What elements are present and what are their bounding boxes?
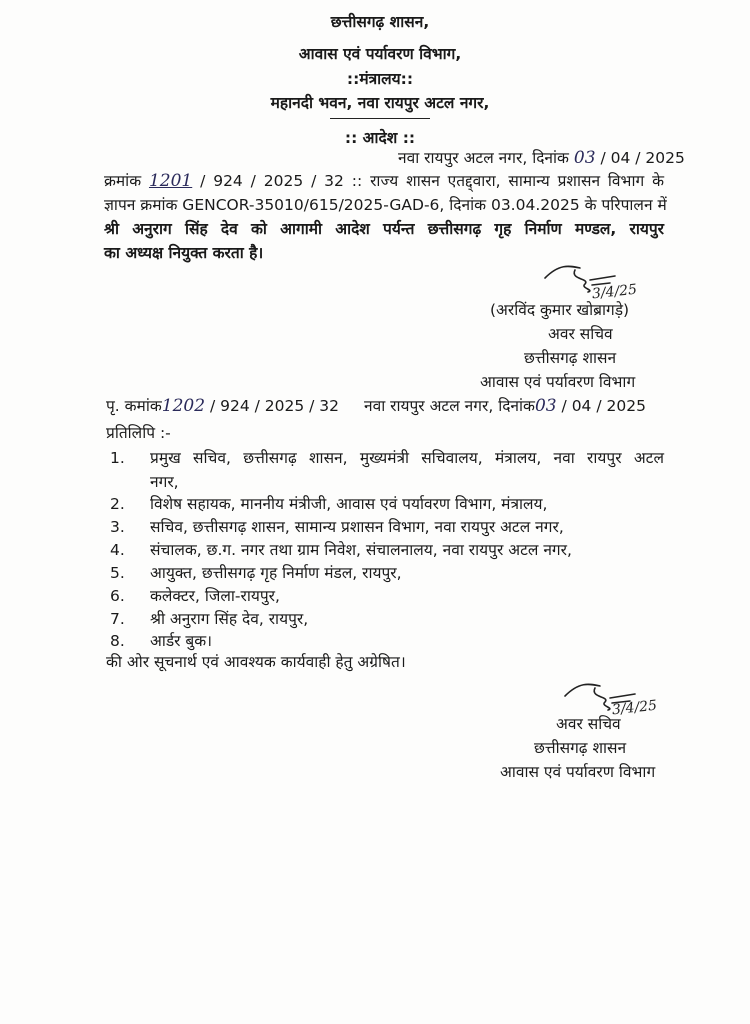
header-address: महानदी भवन, नवा रायपुर अटल नगर, — [270, 94, 490, 112]
copy-kramank — [106, 396, 339, 416]
header-dept: आवास एवं पर्यावरण विभाग, — [298, 45, 462, 63]
item-text: श्री अनुराग सिंह देव, रायपुर, — [150, 610, 309, 628]
item-number: 7. — [110, 610, 125, 628]
item-text-continued: नगर, — [150, 473, 179, 491]
signature-1-date: 3/4/25 — [591, 281, 638, 303]
item-text: आयुक्त, छत्तीसगढ़ गृह निर्माण मंडल, रायपुर, — [150, 564, 402, 582]
item-text: संचालक, छ.ग. नगर तथा ग्राम निवेश, संचालनालय, नवा रायपुर अटल नगर, — [150, 541, 572, 559]
order-line-1 — [104, 171, 664, 191]
order-title: :: आदेश :: — [344, 129, 416, 147]
item-number: 2. — [110, 495, 125, 513]
item-text: आर्डर बुक। — [150, 632, 213, 650]
order-date-suffix: / 04 / 2025 — [600, 149, 685, 167]
order-line-2: ज्ञापन क्रमांक GENCOR-35010/615/2025-GAD-6, दिनांक 03.04.2025 के परिपालन में — [104, 196, 667, 214]
order-line-3: श्री अनुराग सिंह देव को आगामी आदेश पर्यन्त छत्तीसगढ़ गृह निर्माण मण्डल, रायपुर — [104, 220, 664, 238]
order-date-handwritten: 03 — [573, 148, 596, 168]
order-line-4: का अध्यक्ष नियुक्त करता है। — [104, 244, 264, 262]
order-kramank-handwritten: 1201 — [148, 171, 193, 191]
copy-kramank-handwritten: 1202 — [161, 396, 206, 416]
signatory2-dept: आवास एवं पर्यावरण विभाग — [500, 763, 656, 781]
copy-date-suffix: / 04 / 2025 — [561, 397, 646, 415]
copy-date-prefix: नवा रायपुर अटल नगर, दिनांक — [364, 397, 535, 415]
item-number: 8. — [110, 632, 125, 650]
copy-list — [0, 448, 750, 648]
item-text: सचिव, छत्तीसगढ़ शासन, सामान्य प्रशासन विभाग, नवा रायपुर अटल नगर, — [150, 518, 564, 536]
item-number: 4. — [110, 541, 125, 559]
order-line-1-rest: / 924 / 2025 / 32 :: राज्य शासन एतद्द्वारा, सामान्य प्रशासन विभाग के — [200, 172, 664, 190]
signature-2-date: 3/4/25 — [611, 697, 658, 719]
signatory2-govt: छत्तीसगढ़ शासन — [534, 739, 627, 757]
signatory-govt: छत्तीसगढ़ शासन — [524, 349, 617, 367]
item-text: विशेष सहायक, माननीय मंत्रीजी, आवास एवं पर्यावरण विभाग, मंत्रालय, — [150, 495, 548, 513]
item-number: 6. — [110, 587, 125, 605]
item-number: 1. — [110, 449, 125, 467]
order-kramank-label: क्रमांक — [104, 172, 142, 190]
copy-closing: की ओर सूचनार्थ एवं आवश्यक कार्यवाही हेतु अग्रेषित। — [106, 653, 406, 671]
copy-label: प्रतिलिपि :- — [106, 424, 171, 442]
item-number: 5. — [110, 564, 125, 582]
header-mantralaya: ::मंत्रालय:: — [346, 70, 414, 88]
signatory-designation: अवर सचिव — [548, 325, 613, 343]
item-number: 3. — [110, 518, 125, 536]
list-item — [0, 448, 750, 494]
header-govt: छत्तीसगढ़ शासन, — [330, 13, 430, 31]
copy-date-handwritten: 03 — [534, 396, 557, 416]
copy-kramank-rest: / 924 / 2025 / 32 — [209, 397, 340, 415]
item-text: प्रमुख सचिव, छत्तीसगढ़ शासन, मुख्यमंत्री सचिवालय, मंत्रालय, नवा रायपुर अटल — [150, 449, 664, 467]
header-divider — [330, 118, 430, 119]
copy-place-date — [364, 396, 646, 416]
signatory2-designation: अवर सचिव — [556, 715, 621, 733]
signatory-name: (अरविंद कुमार खोब्रागड़े) — [490, 301, 630, 319]
order-date-prefix: नवा रायपुर अटल नगर, दिनांक — [398, 149, 569, 167]
order-place-date — [398, 148, 685, 168]
item-text: कलेक्टर, जिला-रायपुर, — [150, 587, 280, 605]
signatory-dept: आवास एवं पर्यावरण विभाग — [480, 373, 636, 391]
copy-kramank-label: पृ. कमांक — [106, 397, 162, 415]
